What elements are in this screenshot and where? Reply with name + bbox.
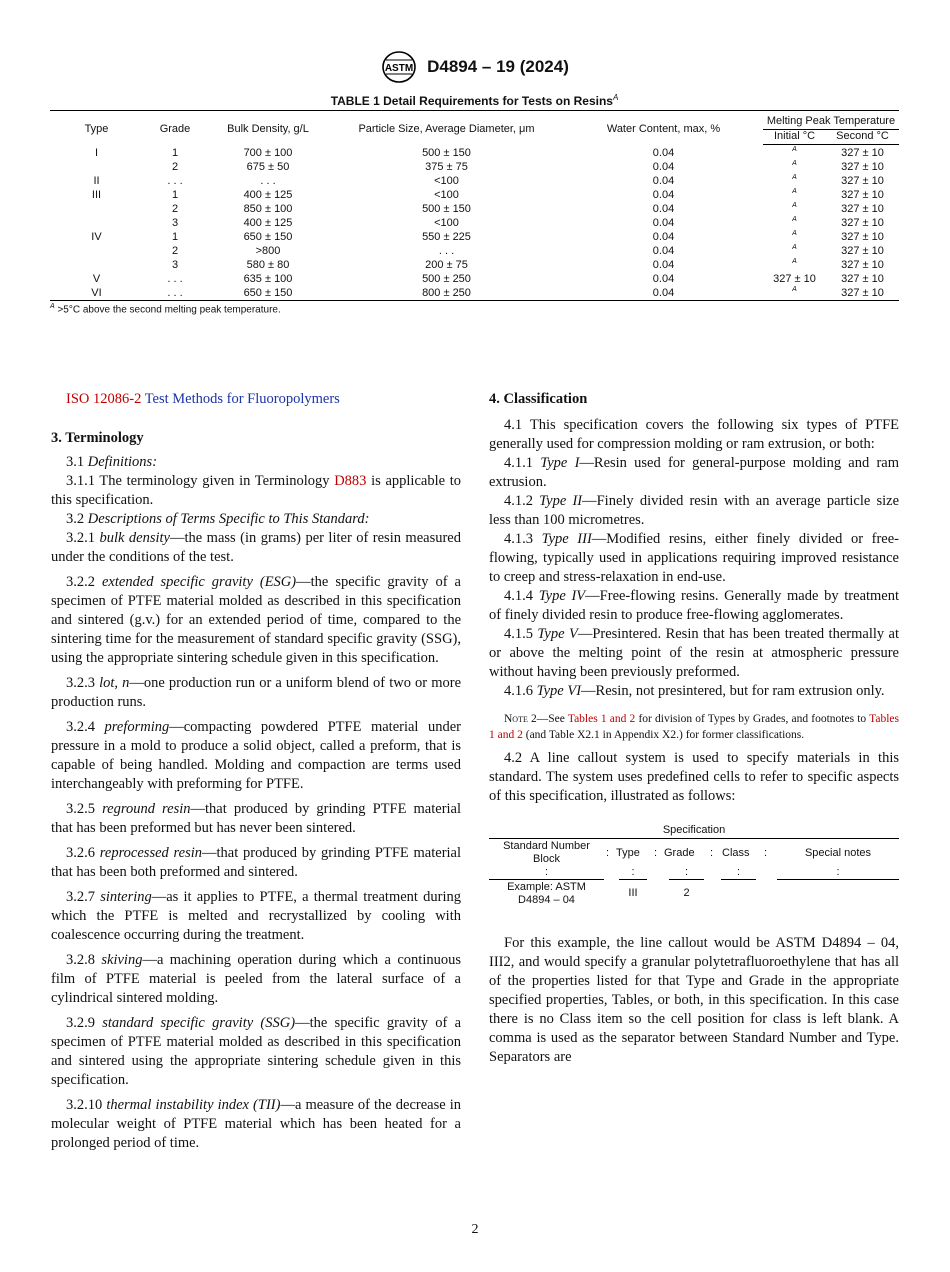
definition-3-2-4: 3.2.4 preforming—compacting powdered PTFE material under pressure in a mold to produce a solid object, called a preform, that is capable of being handled. Molding and compaction are terms used interchangeably with preforming for PTFE.: [51, 719, 461, 792]
cell-second: 327 ± 10: [841, 147, 884, 159]
cell-water: 0.04: [652, 189, 675, 201]
spec-callout-diagram: Specification Standard Number Block : Type : Grade : Class : Special notes : : : : : Example: ASTM D4894 – 04 III 2: [489, 824, 899, 924]
col-header-type: Type: [50, 111, 143, 145]
cell-grade: 3: [171, 217, 179, 229]
cell-second: 327 ± 10: [826, 286, 899, 301]
table1-footnote: $^A$ >5°C above the second melting peak temperature.: [50, 303, 281, 316]
right-column: [489, 390, 899, 1067]
spec-notes-rule: [777, 879, 899, 880]
definition-3-2-9: 3.2.9 standard specific gravity (SSG)—the specific gravity of a specimen of PTFE material molded as described in this specification and sintered using the appropriate sintering schedule given in this specification.: [51, 1015, 462, 1088]
para-3-1: 3.1 Definitions:: [66, 454, 158, 470]
page-number: 2: [471, 1222, 479, 1237]
cell-grade: 1: [171, 231, 179, 243]
cell-initial: A: [792, 244, 797, 251]
cell-grade: 1: [171, 189, 179, 201]
spec-block-label: Standard Number Block: [503, 840, 590, 865]
cell-type: [50, 202, 143, 216]
para-4-1: 4.1 This specification covers the following six types of PTFE generally used for compression molding or ram extrusion, or both:: [489, 417, 899, 452]
cell-particle: 500 ± 150: [422, 146, 471, 159]
cell-second: 327 ± 10: [841, 161, 884, 173]
para-example-callout: For this example, the line callout would be ASTM D4894 – 04, III2, and would specify a granular polytetrafluoroethylene that has all of the properties listed for that Type and Grade in the appropriate specified properties, Tables, or both, in this specification. In this case there is no Class item so the cell position for class is left blank. A comma is used as the separator between Standard Number and Type. Separators are: [489, 935, 899, 1065]
cell-water: 0.04: [652, 146, 675, 159]
cell-water: 0.04: [652, 203, 675, 215]
para-3-1-1: 3.1.1 The terminology given in Terminology D883 is applicable to this specification.: [51, 473, 461, 508]
cell-type: VI: [50, 286, 143, 301]
spec-class-rule: [721, 879, 756, 880]
col-header-water-content: Water Content, max, %: [564, 111, 763, 145]
cell-particle: 500 ± 150: [422, 203, 471, 215]
cell-particle: . . .: [438, 245, 455, 257]
spec-notes-label: Special notes: [804, 847, 872, 859]
cell-particle: <100: [434, 189, 459, 201]
cell-grade: 2: [171, 203, 179, 215]
cell-grade: . . .: [143, 286, 207, 301]
cell-second: 327 ± 10: [841, 273, 884, 285]
type-4-1-6: 4.1.6 Type VI—Resin, not presintered, but for ram extrusion only.: [504, 683, 885, 699]
table-row: [50, 230, 899, 244]
cell-type: II: [93, 175, 100, 187]
definition-3-2-7: 3.2.7 sintering—as it applies to PTFE, a thermal treatment during which the PTFE is melted and recrystallized by cooling with coalescence occurring during the treatment.: [51, 889, 461, 943]
spec-type-rule: [619, 879, 647, 880]
cell-particle: 200 ± 75: [425, 259, 468, 271]
cell-grade: 1: [171, 146, 179, 159]
definition-3-2-5: 3.2.5 reground resin—that produced by grinding PTFE material that has been preformed but has never been sintered.: [51, 801, 462, 836]
cell-second: 327 ± 10: [841, 259, 884, 271]
spec-grade-label: Grade: [664, 847, 695, 859]
cell-grade: . . .: [167, 175, 183, 187]
cell-particle: 550 ± 225: [422, 231, 471, 243]
spec-title: Specification: [662, 824, 726, 836]
cell-water: 0.04: [652, 245, 675, 257]
cell-water: 0.04: [652, 259, 675, 271]
cell-bulk: 635 ± 100: [243, 273, 293, 285]
col-header-particle-size: Particle Size, Average Diameter, μm: [329, 111, 564, 145]
cell-initial: A: [763, 286, 826, 301]
cell-bulk: 400 ± 125: [243, 189, 293, 201]
type-4-1-5: 4.1.5 Type V—Presintered. Resin that has been treated thermally at or above the melting point of the resin at atmospheric pressure without having been previously preformed.: [489, 626, 900, 680]
cell-particle: 500 ± 250: [422, 273, 471, 285]
cell-initial: A: [792, 258, 797, 265]
type-4-1-1: 4.1.1 Type I—Resin used for general-purpose molding and ram extrusion.: [489, 455, 899, 490]
spec-example: Example: ASTM D4894 – 04: [507, 881, 586, 906]
cell-initial: A: [792, 216, 797, 223]
spec-type-label: Type: [616, 847, 640, 859]
cell-particle: <100: [434, 175, 459, 187]
spec-title-rule: [489, 838, 899, 839]
spec-example-grade: 2: [683, 887, 690, 899]
cell-initial: A: [792, 230, 797, 237]
tables-link-2[interactable]: Tables 1 and 2: [489, 713, 899, 741]
cell-grade: . . .: [167, 273, 183, 285]
cell-grade: 2: [171, 161, 179, 173]
definition-3-2-10: 3.2.10 thermal instability index (TII)—a measure of the decrease in molecular weight of PTFE material which has been heated for a prolonged period of time.: [51, 1097, 462, 1151]
definition-3-2-2: 3.2.2 extended specific gravity (ESG)—the specific gravity of a specimen of PTFE material molded as described in this specification and sintered (g.v.) for an extended period of time, compared to the sintering time for the measurement of standard specific gravity (SSG), using the appropriate sintering schedule given in this specification.: [51, 574, 461, 666]
spec-grade-rule: [669, 879, 704, 880]
col-header-second: Second °C: [826, 130, 899, 145]
col-header-bulk-density: Bulk Density, g/L: [207, 111, 329, 145]
cell-initial: A: [792, 188, 797, 195]
cell-second: 327 ± 10: [841, 245, 884, 257]
cell-bulk: . . .: [260, 175, 276, 187]
page-header: [0, 50, 950, 86]
table-row: [50, 202, 899, 216]
table-row: [50, 258, 899, 272]
cell-second: 327 ± 10: [841, 217, 884, 229]
cell-initial: A: [792, 160, 797, 167]
cell-type: [50, 244, 143, 258]
cell-bulk: 850 ± 100: [243, 203, 293, 215]
note-2: Note 2—See Tables 1 and 2 for division of Types by Grades, and footnotes to Tables 1 and 2 (and Table X2.1 in Appendix X2.) for former classifications.: [489, 713, 899, 741]
iso-ref-link[interactable]: ISO 12086-2: [66, 391, 142, 407]
section-4-heading: 4. Classification: [489, 391, 588, 407]
cell-particle: 375 ± 75: [425, 161, 468, 173]
table-row: [50, 286, 899, 301]
table-row: [50, 272, 899, 286]
cell-water: 0.04: [652, 273, 675, 285]
spec-example-type: III: [628, 887, 638, 899]
spec-block-rule: [489, 879, 604, 880]
para-3-2: 3.2 Descriptions of Terms Specific to This Standard:: [66, 511, 370, 527]
table-row: [50, 216, 899, 230]
cell-type: [50, 258, 143, 272]
d883-link[interactable]: D883: [334, 473, 367, 489]
cell-type: [50, 160, 143, 174]
cell-bulk: 580 ± 80: [246, 259, 290, 271]
cell-initial: A: [792, 146, 797, 153]
cell-particle: 800 ± 250: [329, 286, 564, 301]
type-4-1-2: 4.1.2 Type II—Finely divided resin with an average particle size less than 100 micrometres.: [489, 493, 900, 528]
cell-water: 0.04: [652, 175, 675, 187]
cell-bulk: 650 ± 150: [207, 286, 329, 301]
cell-type: V: [92, 273, 101, 285]
col-header-initial: Initial °C: [763, 130, 826, 145]
cell-type: [50, 216, 143, 230]
cell-bulk: >800: [255, 245, 281, 257]
table1: [50, 110, 899, 301]
designation: D4894 – 19 (2024): [427, 57, 569, 76]
type-4-1-3: 4.1.3 Type III—Modified resins, either finely divided or free-flowing, typically used in applications requiring improved resistance to creep and stress-relaxation in end-use.: [489, 531, 899, 585]
cell-second: 327 ± 10: [841, 189, 884, 201]
astm-logo-icon: [381, 50, 417, 84]
cell-bulk: 400 ± 125: [243, 217, 293, 229]
cell-grade: 3: [171, 259, 179, 271]
type-4-1-4: 4.1.4 Type IV—Free-flowing resins. Generally made by treatment of finely divided resin to produce free-flowing agglomerates.: [489, 588, 900, 623]
definition-3-2-8: 3.2.8 skiving—a machining operation during which a continuous film of PTFE material is peeled from the lateral surface of a cylindrical sintered molding.: [51, 952, 462, 1006]
cell-second: 327 ± 10: [841, 231, 884, 243]
spec-class-label: Class: [722, 847, 750, 859]
table-row: [50, 174, 899, 188]
cell-second: 327 ± 10: [841, 203, 884, 215]
table-row: [50, 188, 899, 202]
cell-type: III: [91, 189, 102, 201]
definition-3-2-1: 3.2.1 bulk density—the mass (in grams) per liter of resin measured under the conditions of the test.: [51, 530, 461, 565]
cell-second: 327 ± 10: [841, 175, 884, 187]
cell-water: 0.04: [652, 161, 675, 173]
table-row: [50, 145, 899, 161]
para-4-2: 4.2 A line callout system is used to specify materials in this standard. The system uses predefined cells to refer to specific aspects of this specification, illustrated as follows:: [489, 750, 899, 804]
col-header-grade: Grade: [143, 111, 207, 145]
table-row: [50, 160, 899, 174]
cell-initial: 327 ± 10: [773, 273, 816, 285]
cell-water: 0.04: [652, 217, 675, 229]
cell-bulk: 700 ± 100: [243, 146, 293, 159]
col-header-melting-peak: Melting Peak Temperature: [763, 111, 899, 130]
iso-reference: ISO 12086-2 Test Methods for Fluoropolymers: [66, 391, 340, 407]
cell-water: 0.04: [564, 286, 763, 301]
cell-type: IV: [91, 231, 102, 243]
cell-type: I: [94, 146, 99, 159]
logo-text: ASTM: [384, 63, 414, 74]
definition-3-2-3: 3.2.3 lot, n—one production run or a uniform blend of two or more production runs.: [51, 675, 462, 710]
cell-particle: <100: [434, 217, 459, 229]
table1-title: TABLE 1 Detail Requirements for Tests on Resins$^A$: [330, 93, 619, 108]
definition-3-2-6: 3.2.6 reprocessed resin—that produced by grinding PTFE material that has been both preformed and sintered.: [51, 845, 462, 880]
cell-water: 0.04: [652, 231, 675, 243]
cell-bulk: 650 ± 150: [243, 231, 293, 243]
tables-link-1[interactable]: Tables 1 and 2: [567, 713, 636, 725]
cell-bulk: 675 ± 50: [246, 161, 290, 173]
cell-initial: A: [792, 174, 797, 181]
cell-grade: 2: [171, 245, 179, 257]
table-row: [50, 244, 899, 258]
section-3-heading: 3. Terminology: [51, 430, 144, 446]
left-column: [51, 390, 461, 1153]
cell-initial: A: [792, 202, 797, 209]
